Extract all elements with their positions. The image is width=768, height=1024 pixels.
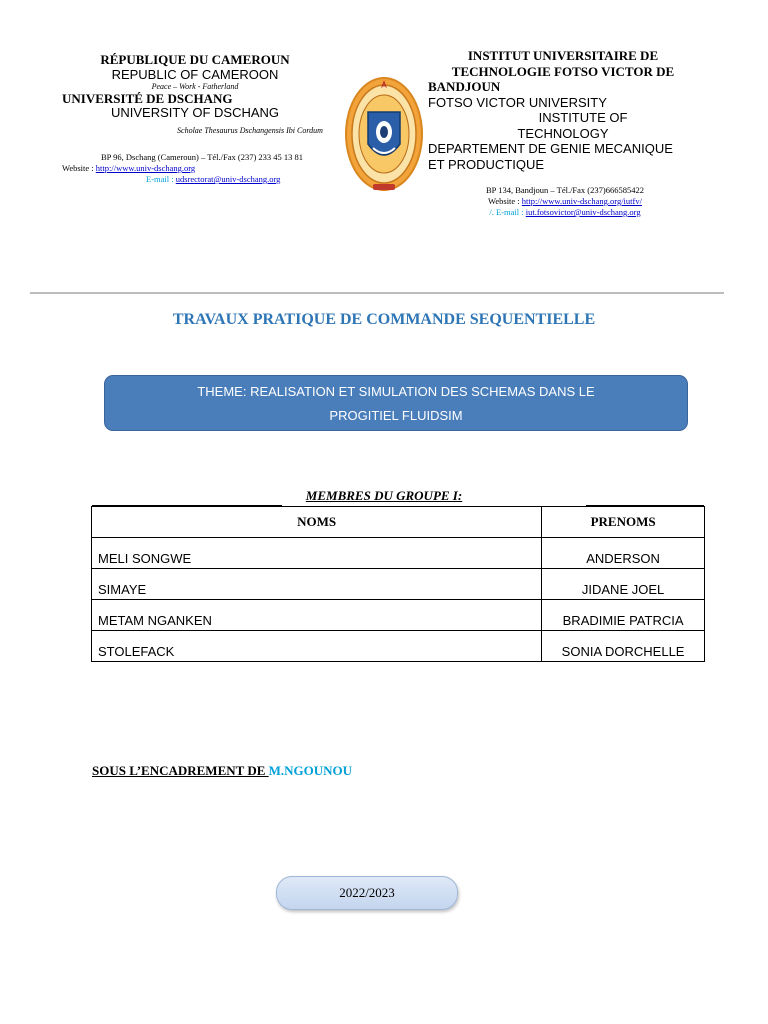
universite-fr: UNIVERSITÉ DE DSCHANG xyxy=(62,91,233,106)
republic-en: REPUBLIC OF CAMEROON xyxy=(111,67,279,82)
cell-prenom: ANDERSON xyxy=(542,538,705,569)
univ-line-3: TECHNOLOGY xyxy=(517,125,609,141)
cell-nom: METAM NGANKEN xyxy=(92,600,542,631)
cell-nom: STOLEFACK xyxy=(92,631,542,662)
univ-line-1: FOTSO VICTOR UNIVERSITY xyxy=(428,94,607,110)
devise: Peace – Work - Fatherland xyxy=(151,82,239,91)
left-address-block xyxy=(62,152,342,185)
right-email-link[interactable]: iut.fotsovictor@univ-dschang.org xyxy=(525,207,641,217)
table-row xyxy=(92,538,705,569)
left-header xyxy=(40,52,350,120)
republique-fr: RÉPUBLIQUE DU CAMEROUN xyxy=(100,52,290,67)
cell-nom: SIMAYE xyxy=(92,569,542,600)
table-row xyxy=(92,600,705,631)
document-title: TRAVAUX PRATIQUE DE COMMANDE SEQUENTIELLE xyxy=(172,311,596,328)
university-seal-icon xyxy=(343,74,425,198)
right-email-label: /. E-mail : xyxy=(489,207,524,217)
dept-line-2: ET PRODUCTIQUE xyxy=(428,156,545,172)
left-email-line xyxy=(62,174,342,185)
left-website-line xyxy=(62,163,342,174)
supervisor-name: M.NGOUNOU xyxy=(268,763,353,778)
supervision-label: SOUS L’ENCADREMENT DE xyxy=(92,763,269,778)
institut-line-3: BANDJOUN xyxy=(428,79,501,94)
right-email-line xyxy=(440,207,690,218)
header-divider xyxy=(30,292,724,294)
members-heading: MEMBRES DU GROUPE I: xyxy=(305,488,463,503)
theme-line-2: PROGITIEL FLUIDSIM xyxy=(329,408,463,423)
university-en: UNIVERSITY OF DSCHANG xyxy=(110,105,280,120)
table-row xyxy=(92,569,705,600)
right-website-line xyxy=(440,196,690,207)
cell-prenom: SONIA DORCHELLE xyxy=(542,631,705,662)
left-email-label: E-mail : xyxy=(146,174,174,184)
institut-line-1: INSTITUT UNIVERSITAIRE DE xyxy=(467,48,659,63)
supervision-line xyxy=(92,763,352,779)
cell-prenom: JIDANE JOEL xyxy=(542,569,705,600)
dept-line-1: DEPARTEMENT DE GENIE MECANIQUE xyxy=(428,141,673,156)
left-website-label: Website : xyxy=(62,163,94,173)
members-table xyxy=(91,506,705,662)
univ-line-2: INSTITUTE OF xyxy=(538,110,628,125)
institut-line-2: TECHNOLOGIE FOTSO VICTOR DE xyxy=(451,63,675,79)
right-website-link[interactable]: http://www.univ-dschang.org/iutfv/ xyxy=(521,196,642,206)
table-row xyxy=(92,631,705,662)
right-address-block xyxy=(440,185,690,218)
theme-line-1: THEME: REALISATION ET SIMULATION DES SCHEMAS DANS LE xyxy=(197,384,595,399)
left-website-link[interactable]: http://www.univ-dschang.org xyxy=(95,163,196,173)
header-prenoms: PRENOMS xyxy=(542,507,705,538)
left-address: BP 96, Dschang (Cameroun) – Tél./Fax (237) 233 45 13 81 xyxy=(100,152,304,162)
motto: Scholae Thesaurus Dschangensis Ibi Cordum xyxy=(177,126,323,135)
cell-nom: MELI SONGWE xyxy=(92,538,542,569)
table-header-row xyxy=(92,507,705,538)
right-address: BP 134, Bandjoun – Tél./Fax (237)666585422 xyxy=(486,185,644,195)
right-header xyxy=(428,48,698,172)
header-noms: NOMS xyxy=(92,507,542,538)
left-email-link[interactable]: udsrectorat@univ-dschang.org xyxy=(175,174,281,184)
right-website-label: Website : xyxy=(488,196,520,206)
theme-box xyxy=(104,375,688,431)
cell-prenom: BRADIMIE PATRCIA xyxy=(542,600,705,631)
academic-year-badge: 2022/2023 xyxy=(276,876,458,910)
